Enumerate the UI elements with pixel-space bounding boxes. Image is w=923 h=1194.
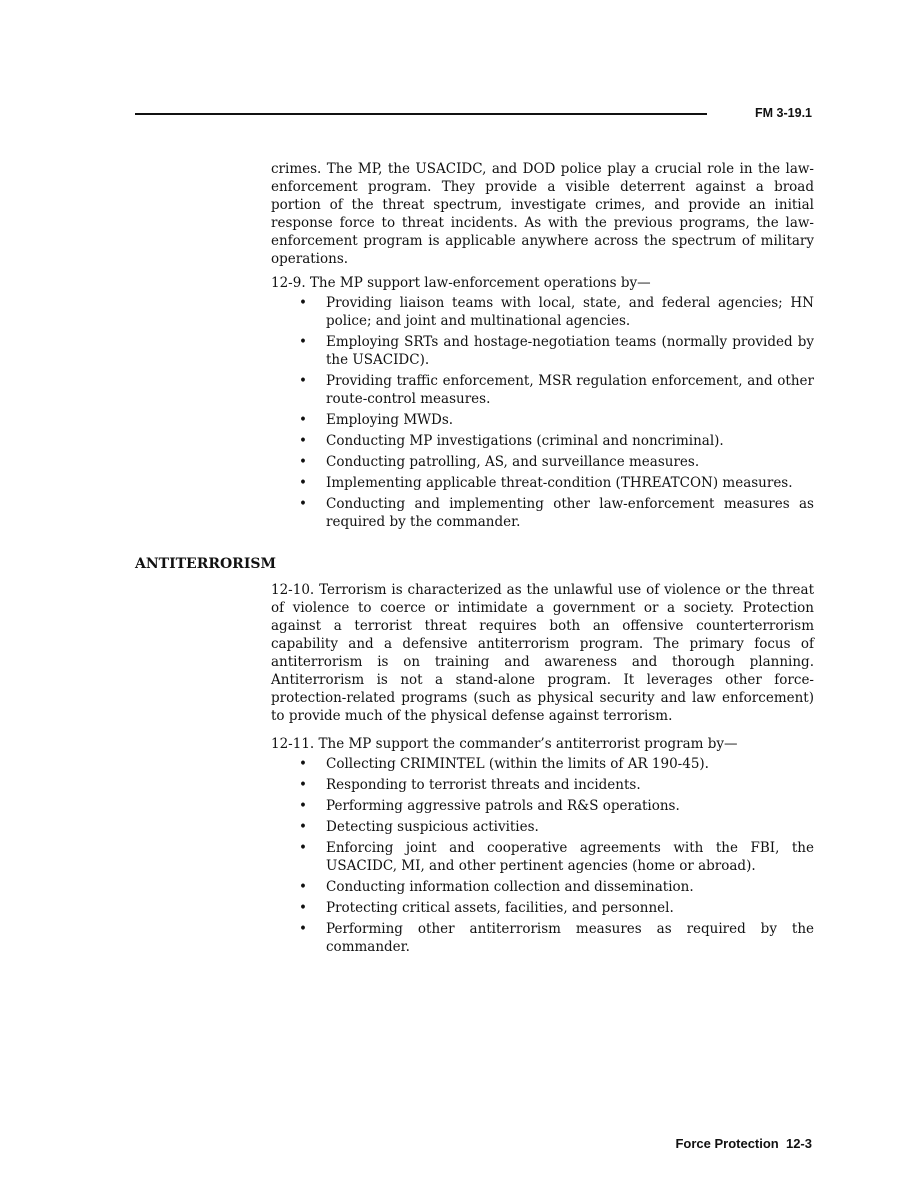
list-item: • Employing MWDs.: [299, 412, 454, 428]
paragraph-12-9-lead: 12-9. The MP support law-enforcement operations by—: [271, 275, 651, 291]
paragraph-12-10: 12-10. Terrorism is characterized as the unlawful use of violence or the threat of violence to coerce or intimidate a government or a society. Protection against a terrorist threat requires both an offensive counterterrorism capability and a defensive antiterrorism program. The primary focus of antiterrorism is on training and awareness and thorough planning. Antiterrorism is not a stand-alone program. It leverages other force-protection-related programs (such as physical security and law enforcement) to provide much of the physical defense against terrorism.: [271, 582, 814, 724]
bullet-icon: •: [299, 433, 307, 449]
list-item: • Employing SRTs and hostage-negotiation teams (normally provided by the USACIDC).: [299, 334, 814, 368]
bullet-icon: •: [299, 798, 307, 814]
bullet-icon: •: [299, 412, 307, 428]
list-item: • Conducting MP investigations (criminal and noncriminal).: [299, 433, 724, 449]
bullet-icon: •: [299, 475, 307, 491]
bullet-icon: •: [299, 756, 307, 772]
header-doc-id: FM 3-19.1: [755, 106, 812, 120]
bullet-icon: •: [299, 454, 307, 470]
list-item: • Responding to terrorist threats and incidents.: [299, 777, 641, 793]
bullet-icon: •: [299, 879, 307, 895]
header-rule: [135, 113, 707, 115]
bullet-icon: •: [299, 295, 307, 311]
bullet-icon: •: [299, 496, 307, 512]
bullet-icon: •: [299, 900, 307, 916]
law-enforcement-bullet-list: [271, 294, 814, 531]
list-item: • Conducting and implementing other law-enforcement measures as required by the commander.: [299, 496, 814, 530]
list-item: • Performing other antiterrorism measures as required by the commander.: [299, 921, 814, 955]
bullet-icon: •: [299, 334, 307, 350]
list-item: • Providing liaison teams with local, state, and federal agencies; HN police; and joint and multinational agencies.: [299, 295, 814, 329]
antiterrorism-bullet-list: [271, 755, 814, 956]
list-item: • Conducting patrolling, AS, and surveillance measures.: [299, 454, 700, 470]
list-item: • Performing aggressive patrols and R&S operations.: [299, 798, 680, 814]
carryover-paragraph: crimes. The MP, the USACIDC, and DOD police play a crucial role in the law-enforcement program. They provide a visible deterrent against a broad portion of the threat spectrum, investigate crimes, and provide an initial response force to threat incidents. As with the previous programs, the law-enforcement program is applicable anywhere across the spectrum of military operations.: [271, 161, 814, 267]
list-item: • Collecting CRIMINTEL (within the limits of AR 190-45).: [299, 756, 709, 772]
list-item: • Providing traffic enforcement, MSR regulation enforcement, and other route-control measures.: [299, 373, 814, 407]
bullet-icon: •: [299, 373, 307, 389]
bullet-icon: •: [299, 921, 307, 937]
section-heading-antiterrorism: ANTITERRORISM: [135, 556, 276, 572]
section-antiterrorism: [271, 581, 814, 959]
list-item: • Implementing applicable threat-condition (THREATCON) measures.: [299, 475, 793, 491]
list-item: • Protecting critical assets, facilities, and personnel.: [299, 900, 674, 916]
list-item: • Conducting information collection and dissemination.: [299, 879, 694, 895]
paragraph-12-11-lead: 12-11. The MP support the commander’s antiterrorist program by—: [271, 736, 738, 752]
list-item: • Detecting suspicious activities.: [299, 819, 539, 835]
bullet-icon: •: [299, 840, 307, 856]
bullet-icon: •: [299, 819, 307, 835]
footer-page-label: Force Protection 12-3: [675, 1136, 812, 1151]
section-law-enforcement: [271, 160, 814, 534]
bullet-icon: •: [299, 777, 307, 793]
list-item: • Enforcing joint and cooperative agreements with the FBI, the USACIDC, MI, and other pertinent agencies (home or abroad).: [299, 840, 814, 874]
